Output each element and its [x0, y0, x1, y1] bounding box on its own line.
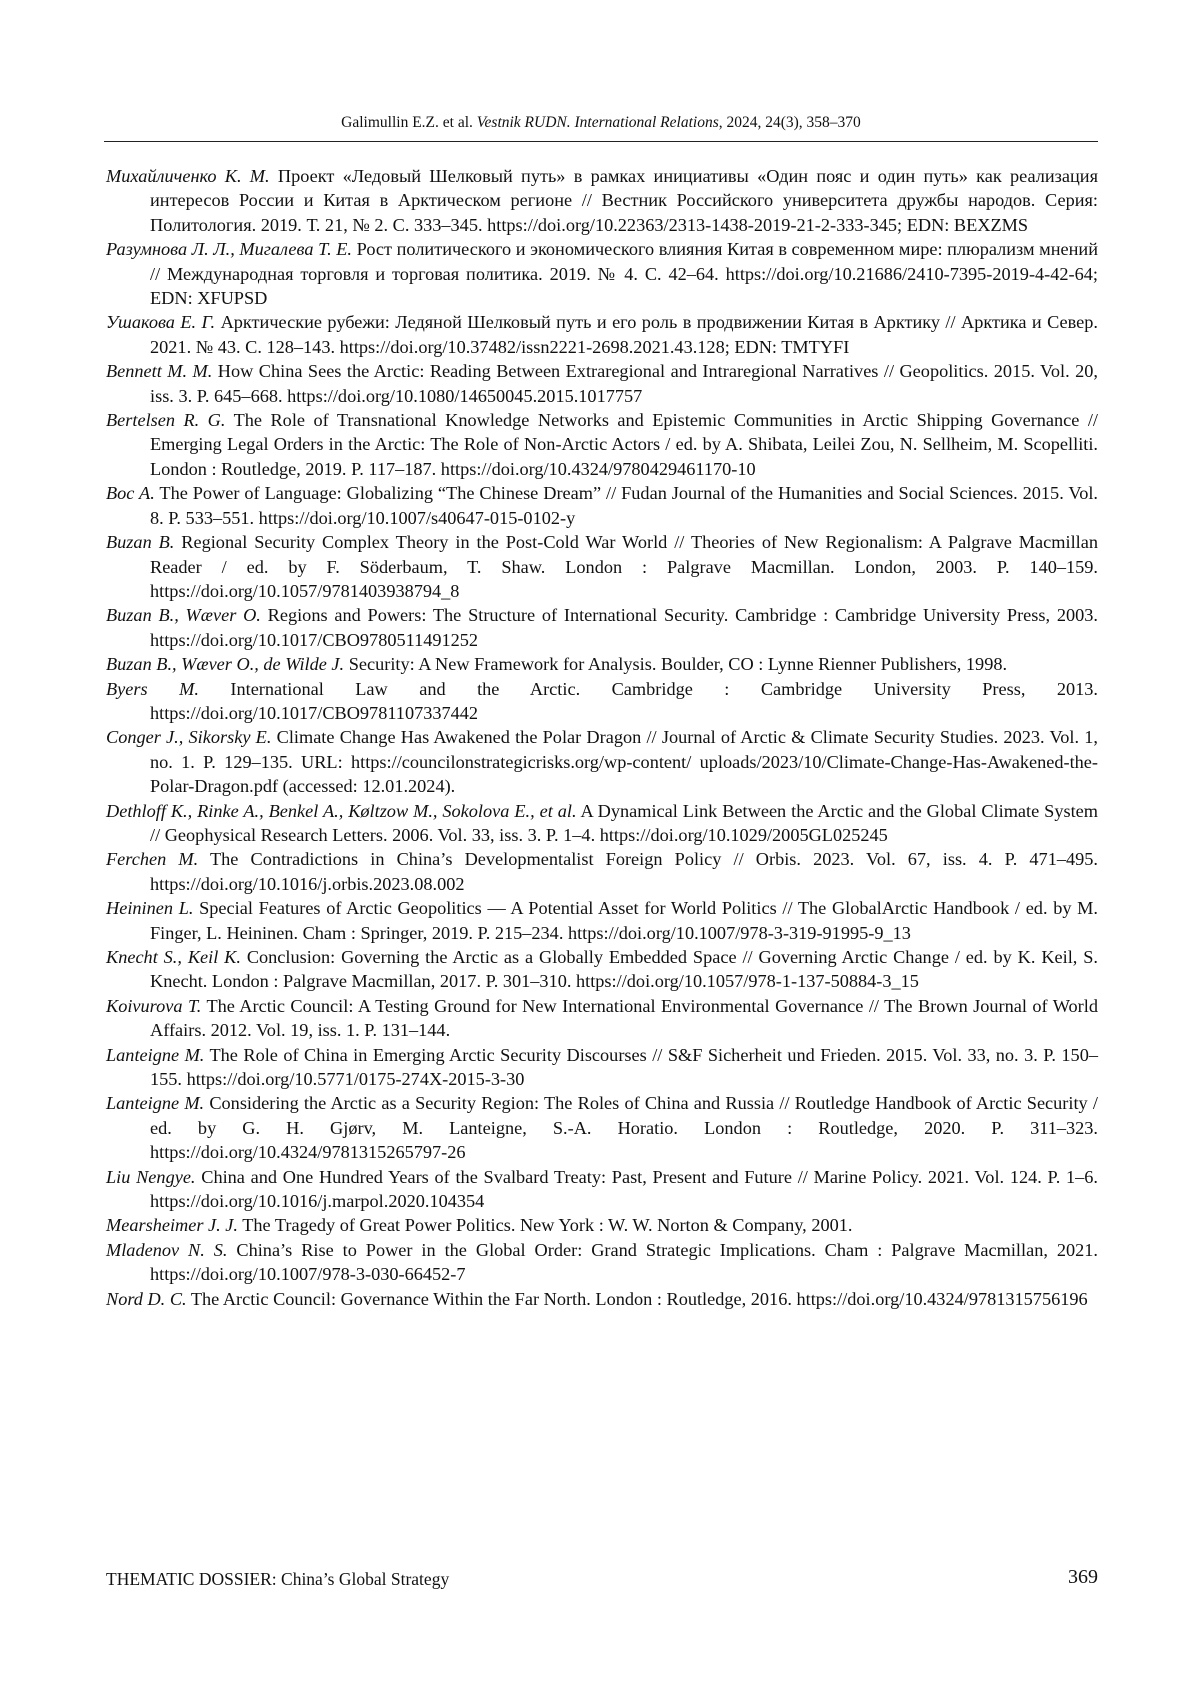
reference-entry	[106, 1213, 1098, 1237]
header-journal: Vestnik RUDN. International Relations	[476, 114, 719, 131]
reference-entry	[106, 359, 1098, 408]
reference-author: Byers M.	[106, 678, 199, 699]
footer-dossier-title: China’s Global Strategy	[276, 1569, 450, 1589]
footer-dossier	[106, 1569, 449, 1590]
reference-text: The Contradictions in China’s Developmentalist Foreign Policy // Orbis. 2023. Vol. 67, iss. 4. P. 471–495. https://doi.org/10.1016/j.orbis.2023.08.002	[150, 849, 1098, 894]
reference-text: Рост политического и экономического влияния Китая в современном мире: плюрализм мнений // Международная торговля и торговая политика. 2019. № 4. С. 42–64. https://doi.org/10.21686/2410-7395-2019-4-42-64; EDN: XFUPSD	[150, 239, 1098, 309]
footer-dossier-label: THEMATIC DOSSIER:	[106, 1569, 277, 1589]
running-header	[104, 114, 1098, 132]
reference-text: The Arctic Council: A Testing Ground for New International Environmental Governance // The Brown Journal of World Affairs. 2012. Vol. 19, iss. 1. P. 131–144.	[150, 995, 1098, 1041]
reference-text: Conclusion: Governing the Arctic as a Globally Embedded Space // Governing Arctic Change / ed. by K. Keil, S. Knecht. London : Palgrave Macmillan, 2017. P. 301–310. https://doi.org/10.1057/978-1-137-50884-3_15	[150, 947, 1098, 992]
reference-text: The Tragedy of Great Power Politics. New York : W. W. Norton & Company, 2001.	[242, 1215, 853, 1236]
reference-entry	[106, 530, 1098, 603]
reference-author: Разумнова Л. Л., Мигалева Т. Е.	[106, 239, 353, 260]
reference-author: Mearsheimer J. J.	[106, 1215, 238, 1236]
reference-text: A Dynamical Link Between the Arctic and the Global Climate System // Geophysical Research Letters. 2006. Vol. 33, iss. 3. P. 1–4. https://doi.org/10.1029/2005GL025245	[150, 800, 1098, 845]
reference-author: Dethloff K., Rinke A., Benkel A., Køltzow M., Sokolova E., et al.	[106, 800, 577, 821]
reference-text: China and One Hundred Years of the Svalbard Treaty: Past, Present and Future // Marine Policy. 2021. Vol. 124. P. 1–6. https://doi.org/10.1016/j.marpol.2020.104354	[150, 1166, 1098, 1212]
reference-author: Михайличенко К. М.	[106, 166, 270, 186]
reference-text: Арктические рубежи: Ледяной Шелковый путь и его роль в продвижении Китая в Арктику // Арктика и Север. 2021. № 43. С. 128–143. https://doi.org/10.37482/issn2221-2698.2021.43.128; EDN: TMTYFI	[150, 312, 1099, 357]
page-number: 369	[1068, 1566, 1098, 1588]
reference-author: Buzan B.	[106, 532, 175, 553]
reference-entry	[106, 896, 1098, 945]
reference-entry	[106, 237, 1098, 310]
reference-entry	[106, 677, 1098, 726]
reference-entry	[106, 481, 1098, 530]
reference-author: Conger J., Sikorsky E.	[106, 727, 272, 748]
reference-text: Regional Security Complex Theory in the Post-Cold War World // Theories of New Regionalism: A Palgrave Macmillan Reader / ed. by F. Söderbaum, T. Shaw. London : Palgrave Macmillan. London, 2003. P. 140–159. https://doi.org/10.1057/9781403938794_8	[150, 532, 1098, 601]
reference-entry	[106, 1238, 1098, 1287]
header-authors: Galimullin E.Z. et al.	[341, 114, 473, 131]
reference-text: The Role of Transnational Knowledge Networks and Epistemic Communities in Arctic Shipping Governance // Emerging Legal Orders in the Arctic: The Role of Non-Arctic Actors / ed. by A. Shibata, Leilei Zou, N. Sellheim, M. Scopelliti. London : Routledge, 2019. P. 117–187. https://doi.org/10.4324/9780429461170-10	[150, 410, 1099, 479]
reference-entry	[106, 652, 1098, 676]
reference-text: The Arctic Council: Governance Within the Far North. London : Routledge, 2016. https://doi.org/10.4324/9781315756196	[190, 1288, 1088, 1309]
reference-entry	[106, 725, 1098, 798]
reference-entry	[106, 1043, 1098, 1092]
reference-text: International Law and the Arctic. Cambridge : Cambridge University Press, 2013. https://doi.org/10.1017/CBO9781107337442	[150, 678, 1098, 723]
reference-author: Koivurova T.	[106, 995, 202, 1016]
reference-text: How China Sees the Arctic: Reading Between Extraregional and Intraregional Narratives // Geopolitics. 2015. Vol. 20, iss. 3. P. 645–668. https://doi.org/10.1080/14650045.2015.1017757	[150, 361, 1098, 406]
header-rule	[104, 141, 1098, 142]
reference-author: Ушакова Е. Г.	[106, 312, 216, 333]
reference-author: Buzan B., Wæver O.	[106, 605, 261, 626]
reference-author: Nord D. C.	[106, 1288, 187, 1309]
reference-author: Ferchen M.	[106, 849, 199, 870]
reference-entry	[106, 1165, 1098, 1214]
reference-author: Heininen L.	[106, 898, 194, 919]
reference-author: Lanteigne M.	[106, 1044, 205, 1065]
reference-author: Buzan B., Wæver O., de Wilde J.	[106, 654, 345, 675]
reference-text: Проект «Ледовый Шелковый путь» в рамках инициативы «Один пояс и один путь» как реализация интересов России и Китая в Арктическом регионе // Вестник Российского университета дружбы народов. Серия: Политология. 2019. Т. 21, № 2. С. 333–345. https://doi.org/10.22363/2313-1438-2019-21-2-333-345; EDN: BEXZMS	[150, 166, 1098, 235]
reference-entry	[106, 310, 1098, 359]
reference-entry	[106, 994, 1098, 1043]
reference-entry	[106, 164, 1098, 237]
reference-author: Mladenov N. S.	[106, 1239, 228, 1260]
reference-text: The Power of Language: Globalizing “The Chinese Dream” // Fudan Journal of the Humanities and Social Sciences. 2015. Vol. 8. P. 533–551. https://doi.org/10.1007/s40647-015-0102-y	[150, 483, 1099, 528]
reference-author: Lanteigne M.	[106, 1093, 205, 1114]
reference-entry	[106, 408, 1098, 481]
reference-author: Bertelsen R. G.	[106, 410, 226, 431]
reference-list	[106, 164, 1098, 1311]
reference-text: The Role of China in Emerging Arctic Security Discourses // S&F Sicherheit und Frieden. 2015. Vol. 33, no. 3. P. 150–155. https://doi.org/10.5771/0175-274X-2015-3-30	[150, 1044, 1098, 1090]
reference-text: Considering the Arctic as a Security Region: The Roles of China and Russia // Routledge Handbook of Arctic Security / ed. by G. H. Gjørv, M. Lanteigne, S.-A. Horatio. London : Routledge, 2020. P. 311–323. https://doi.org/10.4324/9781315265797-26	[150, 1093, 1098, 1163]
reference-entry	[106, 603, 1098, 652]
reference-text: Climate Change Has Awakened the Polar Dragon // Journal of Arctic & Climate Security Studies. 2023. Vol. 1, no. 1. P. 129–135. URL: https://councilonstrategicrisks.org/wp-content/ uploads/2023/10/Climate-Change-Has-Awakened-the-Polar-Dragon.pdf (accessed: 12.01.2024).	[150, 727, 1098, 797]
reference-text: Regions and Powers: The Structure of International Security. Cambridge : Cambridge University Press, 2003. https://doi.org/10.1017/CBO9780511491252	[150, 605, 1098, 650]
reference-entry	[106, 799, 1098, 848]
reference-entry	[106, 945, 1098, 994]
reference-author: Boc A.	[106, 483, 155, 504]
reference-entry	[106, 1287, 1098, 1311]
reference-entry	[106, 1091, 1098, 1164]
reference-author: Bennett M. M.	[106, 361, 213, 382]
reference-author: Knecht S., Keil K.	[106, 947, 241, 967]
reference-text: Security: A New Framework for Analysis. Boulder, CO : Lynne Rienner Publishers, 1998.	[348, 654, 1008, 675]
header-citation: , 2024, 24(3), 358–370	[718, 114, 861, 131]
reference-text: Special Features of Arctic Geopolitics — A Potential Asset for World Politics // The GlobalArctic Handbook / ed. by M. Finger, L. Heininen. Cham : Springer, 2019. P. 215–234. https://doi.org/10.1007/978-3-319-91995-9_13	[150, 898, 1098, 943]
reference-text: China’s Rise to Power in the Global Order: Grand Strategic Implications. Cham : Palgrave Macmillan, 2021. https://doi.org/10.1007/978-3-030-66452-7	[150, 1239, 1098, 1285]
reference-author: Liu Nengye.	[106, 1166, 196, 1187]
reference-entry	[106, 847, 1098, 896]
